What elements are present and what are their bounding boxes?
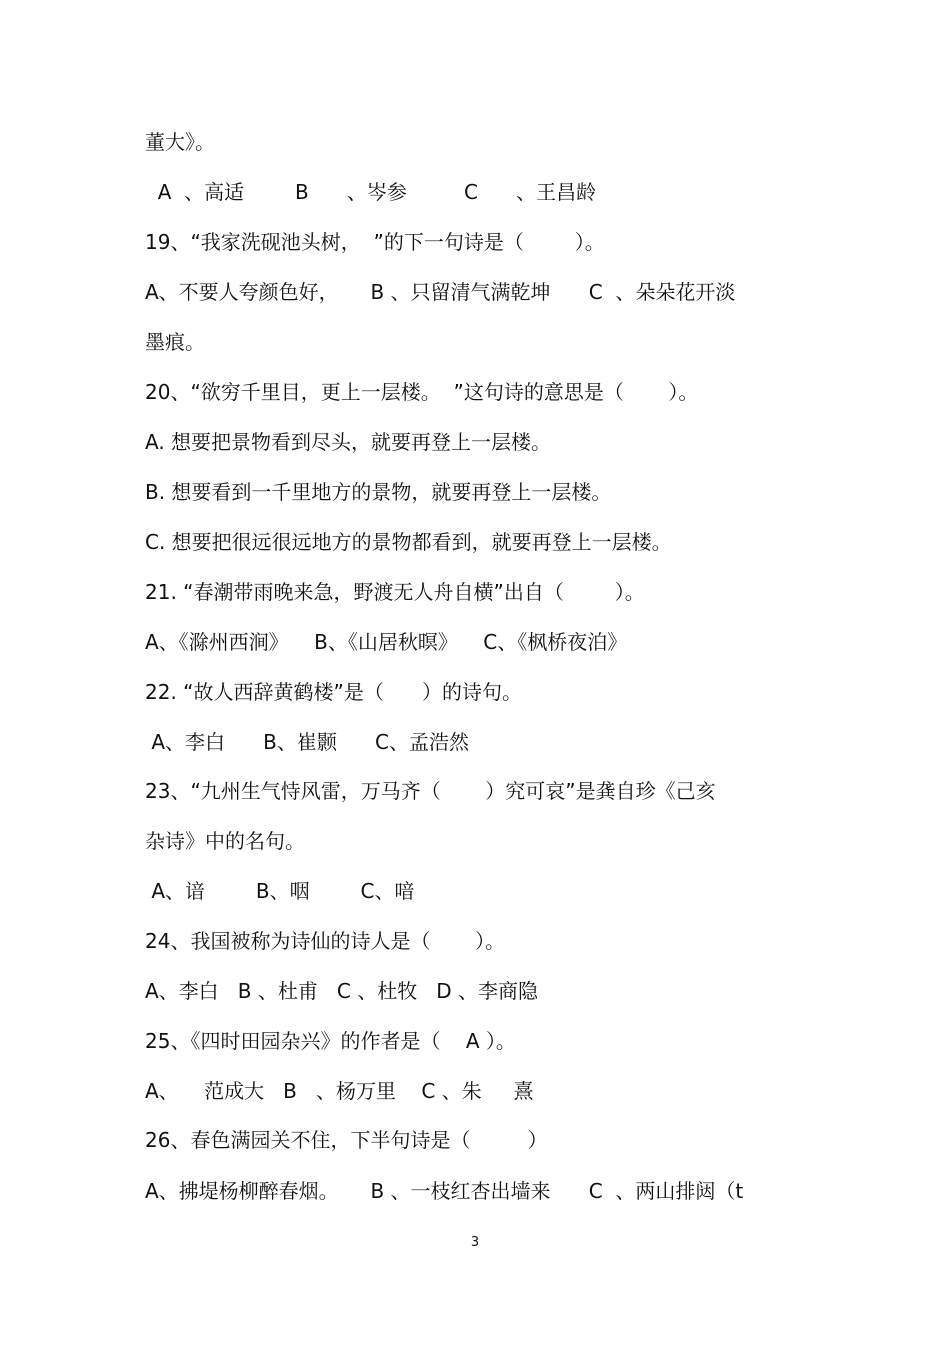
answer-options: A、拂堤杨柳醉春烟。 B 、一枝红杏出墙来 C 、两山排闼（t [145,1179,744,1203]
question-19: 19、“我家洗砚池头树， ”的下一句诗是（ ）。 [145,230,605,254]
question-20: 20、“欲穷千里目，更上一层楼。 ”这句诗的意思是（ ）。 [145,380,699,404]
text-line: 墨痕。 [145,330,205,354]
answer-options: A、《滁州西涧》 B、《山居秋暝》 C、《枫桥夜泊》 [145,630,628,654]
text-line: 杂诗》中的名句。 [145,829,305,853]
answer-option-b: B. 想要看到一千里地方的景物，就要再登上一层楼。 [145,480,612,504]
answer-options: A、谙 B、咽 C、喑 [145,879,415,903]
answer-options: A、 范成大 B 、杨万里 C 、朱 熹 [145,1079,534,1103]
answer-options: A、李白 B、崔颢 C、孟浩然 [145,730,470,754]
page-number: 3 [470,1235,480,1250]
question-21: 21. “春潮带雨晚来急，野渡无人舟自横”出自（ ）。 [145,580,645,604]
question-22: 22. “故人西辞黄鹤楼”是（ ）的诗句。 [145,680,523,704]
answer-options: A、不要人夸颜色好， B 、只留清气满乾坤 C 、朵朵花开淡 [145,280,736,304]
answer-options: A、李白 B 、杜甫 C 、杜牧 D 、李商隐 [145,979,539,1003]
question-24: 24、我国被称为诗仙的诗人是（ ）。 [145,929,505,953]
answer-option-a: A. 想要把景物看到尽头，就要再登上一层楼。 [145,430,552,454]
question-25: 25、《四时田园杂兴》的作者是（ A ）。 [145,1029,516,1053]
answer-option-c: C. 想要把很远很远地方的景物都看到，就要再登上一层楼。 [145,530,672,554]
question-23: 23、“九州生气恃风雷，万马齐（ ）究可哀”是龚自珍《己亥 [145,779,716,803]
question-26: 26、春色满园关不住，下半句诗是（ ） [145,1128,548,1152]
text-line: 董大》。 [145,130,215,154]
answer-options: A 、高适 B 、岑参 C 、王昌龄 [145,180,597,204]
